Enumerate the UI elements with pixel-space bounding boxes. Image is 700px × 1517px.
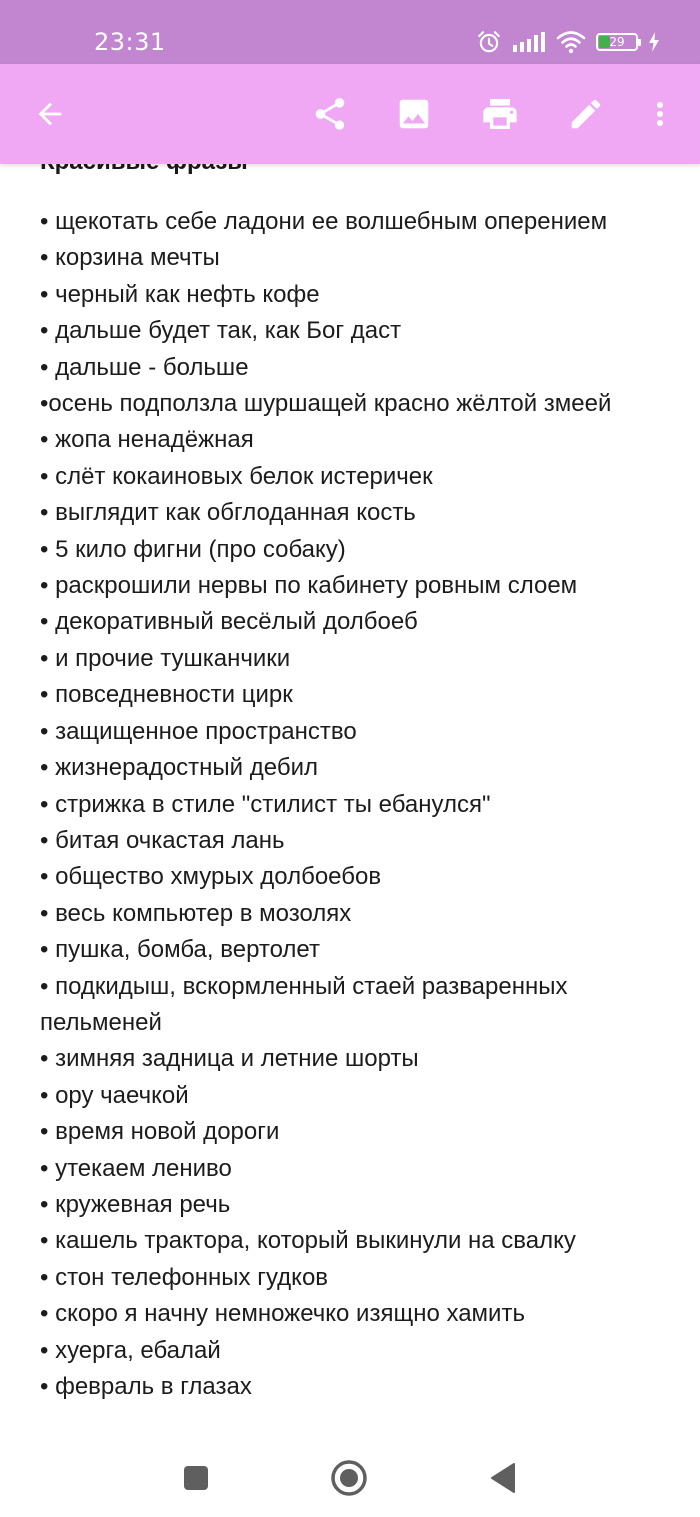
phrase-list <box>40 204 670 1405</box>
list-item: • зимняя задница и летние шорты <box>40 1045 419 1073</box>
list-item: • щекотать себе ладони ее волшебным оперением <box>40 208 608 235</box>
image-icon <box>395 95 433 133</box>
list-item: • жопа ненадёжная <box>40 426 254 454</box>
list-item: • защищенное пространство <box>40 717 357 745</box>
list-item: • кружевная речь <box>40 1190 231 1218</box>
list-item: • хуерга, ебалай <box>40 1336 221 1364</box>
back-icon <box>488 1461 518 1495</box>
list-item: • корзина мечты <box>40 244 220 272</box>
list-item: • утекаем лениво <box>40 1154 232 1182</box>
print-icon <box>480 94 520 134</box>
list-item: • кашель трактора, который выкинули на свалку <box>40 1227 576 1255</box>
list-item: • раскрошили нервы по кабинету ровным слоем <box>40 572 578 600</box>
list-item: • жизнерадостный дебил <box>40 754 318 782</box>
list-item: •осень подползла шуршащей красно жёлтой змеей <box>40 390 612 418</box>
list-item: • слёт кокаиновых белок истеричек <box>40 462 433 490</box>
status-icons <box>476 26 660 58</box>
wifi-icon <box>556 30 586 54</box>
battery-icon <box>596 33 638 51</box>
status-bar <box>0 0 700 64</box>
list-item: • дальше будет так, как Бог даст <box>40 317 402 345</box>
back-nav-button[interactable] <box>478 1453 528 1503</box>
share-icon <box>311 95 349 133</box>
home-icon <box>329 1458 369 1498</box>
edit-icon <box>567 95 605 133</box>
list-item: • пушка, бомба, вертолет <box>40 936 320 964</box>
list-item: • черный как нефть кофе <box>40 280 320 308</box>
list-item: • скоро я начну немножечко изящно хамить <box>40 1300 525 1328</box>
signal-icon <box>512 31 546 53</box>
more-options-button[interactable] <box>632 86 688 142</box>
image-button[interactable] <box>386 86 442 142</box>
list-item: • дальше - больше <box>40 353 249 381</box>
list-item: • весь компьютер в мозолях <box>40 899 352 927</box>
list-item: • выглядит как обглоданная кость <box>40 499 416 527</box>
back-button[interactable] <box>22 86 78 142</box>
back-arrow-icon <box>33 97 67 131</box>
list-item: • подкидыш, вскормленный стаей разваренных пельменей <box>40 972 568 1036</box>
list-item: • время новой дороги <box>40 1118 280 1146</box>
battery-fill <box>599 36 610 48</box>
list-item: • 5 кило фигни (про собаку) <box>40 535 346 563</box>
home-button[interactable] <box>324 1453 374 1503</box>
list-item: • февраль в глазах <box>40 1373 252 1400</box>
list-item: • стон телефонных гудков <box>40 1263 329 1291</box>
list-item: • повседневности цирк <box>40 681 293 709</box>
document-content[interactable] <box>0 164 700 1440</box>
navigation-bar <box>0 1440 700 1517</box>
list-item: • общество хмурых долбоебов <box>40 863 382 891</box>
battery-level: 29 <box>609 35 625 49</box>
toolbar <box>0 64 700 164</box>
list-item: • битая очкастая лань <box>40 826 285 854</box>
list-item: • декоративный весёлый долбоеб <box>40 608 418 636</box>
charging-icon <box>648 32 660 52</box>
print-button[interactable] <box>472 86 528 142</box>
edit-button[interactable] <box>558 86 614 142</box>
list-item: • и прочие тушканчики <box>40 644 291 672</box>
recent-apps-button[interactable] <box>171 1453 221 1503</box>
list-item: • стрижка в стиле "стилист ты ебанулся" <box>40 790 491 818</box>
alarm-icon <box>476 29 502 55</box>
list-item: • ору чаечкой <box>40 1081 189 1109</box>
status-time: 23:31 <box>94 28 166 56</box>
share-button[interactable] <box>302 86 358 142</box>
recent-apps-icon <box>182 1464 210 1492</box>
more-vert-icon <box>642 96 678 132</box>
